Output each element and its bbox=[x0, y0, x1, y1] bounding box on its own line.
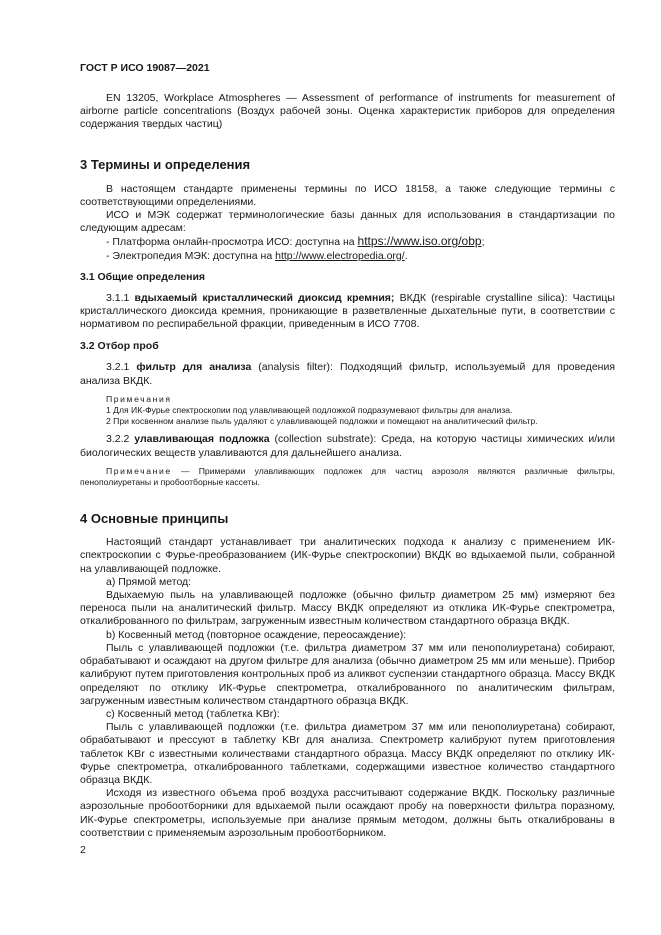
iso-obp-link[interactable]: https://www.iso.org/obp bbox=[357, 234, 482, 249]
section-3-title: 3 Термины и определения bbox=[80, 156, 251, 172]
standard-header: ГОСТ Р ИСО 19087—2021 bbox=[80, 62, 210, 74]
method-c-text: Пыль с улавливающей подложки (т.е. фильтра диаметром 37 мм или пенополиуретана) собирают, обрабатывают и прессуют в таблетку KBr для анализа. Спектрометр калибруют путем приготовления таблеток KBr с известными количествами стандартного образца. Массу ВКДК определяют по отклику ИК-Фурье спектрометра, откалиброванного таблетками, содержащими известное количество стандартного образца ВКДК. bbox=[80, 721, 615, 786]
term-3-2-2-name: улавливающая подложка bbox=[134, 433, 270, 446]
term-3-2-2 bbox=[80, 433, 615, 459]
method-a-title: а) Прямой метод: bbox=[106, 575, 192, 588]
section-4-title: 4 Основные принципы bbox=[80, 511, 229, 527]
term-3-1-1 bbox=[80, 292, 615, 332]
iec-suffix: . bbox=[404, 249, 408, 262]
electropedia-link[interactable]: http://www.electropedia.org/ bbox=[275, 249, 405, 262]
note-2: 2 При косвенном анализе пыль удаляют с улавливающей подложки и помещают на аналитический фильтр. bbox=[106, 416, 538, 427]
term-3-2-2-definition: (collection substrate): Среда, на которую частицы химических и/или биологических веществ улавливаются для дальнейшего анализа. bbox=[80, 433, 616, 459]
term-3-2-1 bbox=[80, 361, 615, 387]
term-3-1-1-number: 3.1.1 bbox=[106, 291, 130, 304]
method-b-title: b) Косвенный метод (повторное осаждение, переосаждение): bbox=[106, 628, 407, 641]
subsection-3-2-title: 3.2 Отбор проб bbox=[80, 340, 159, 353]
term-3-2-2-number: 3.2.2 bbox=[106, 433, 130, 446]
iso-suffix: ; bbox=[481, 236, 485, 249]
term-3-1-1-definition: ВКДК (respirable crystalline silica): Частицы кристаллического диоксида кремния, проникающие в разветвленные дыхательные пути, в соответствии с нормативом по респирабельной фракции, приведенным в ИСО 7708. bbox=[80, 291, 615, 331]
section-4-intro: Настоящий стандарт устанавливает три аналитических подхода к анализу с применением ИК-спектроскопии с Фурье-преобразованием (ИК-Фурье спектроскопии) ВКДК во вдыхаемой пыли, собранной на улавливающей подложке. bbox=[80, 536, 615, 575]
reference-en-13205: EN 13205, Workplace Atmospheres — Assessment of performance of instruments for measurement of airborne particle concentrations (Воздух рабочей зоны. Оценка характеристик приборов для определения содержания твердых частиц) bbox=[80, 92, 615, 131]
page-number: 2 bbox=[80, 844, 86, 856]
note-1: 1 Для ИК-Фурье спектроскопии под улавливающей подложкой подразумевают фильтры для анализа. bbox=[106, 405, 513, 416]
iso-platform-line bbox=[80, 235, 615, 249]
method-b-text: Пыль с улавливающей подложки (т.е. фильтра диаметром 37 мм или пенополиуретана) собирают, обрабатывают и осаждают на другом фильтре для анализа (обычно диаметром 25 мм или меньше). Прибор калибруют путем приготовления контрольных проб из аликвот суспензии стандартного образца. Массу ВКДК определяют по отклику ИК-Фурье спектрометра, откалиброванного по аналитическим фильтрам, загруженным известным количеством стандартного образца ВКДК. bbox=[80, 641, 615, 707]
subsection-3-1-title: 3.1 Общие определения bbox=[80, 270, 206, 283]
iec-electropedia-line bbox=[80, 250, 615, 263]
section-3-databases: ИСО и МЭК содержат терминологические базы данных для использования в стандартизации по следующим адресам: bbox=[80, 209, 615, 235]
method-a-text: Вдыхаемую пыль на улавливающей подложке (обычно фильтр диаметром 25 мм) измеряют без переноса пыли на аналитический фильтр. Массу ВКДК определяют из отклика ИК-Фурье спектрометра, откалиброванного по фильтрам, загруженным известным количеством стандартного образца ВКДК. bbox=[80, 589, 615, 628]
term-3-2-1-definition: (analysis filter): Подходящий фильтр, используемый для проведения анализа ВКДК. bbox=[80, 361, 616, 387]
note-text: — Примерами улавливающих подложек для частиц аэрозоля являются различные фильтры, пенополиуретаны и пробоотборные кассеты. bbox=[80, 465, 615, 488]
notes-label: Примечания bbox=[106, 393, 172, 404]
term-3-2-1-name: фильтр для анализа bbox=[136, 361, 252, 374]
term-3-1-1-name: вдыхаемый кристаллический диоксид кремния; bbox=[134, 291, 395, 304]
iso-platform-label: - Платформа онлайн-просмотра ИСО: доступна на bbox=[106, 236, 355, 249]
term-3-2-1-number: 3.2.1 bbox=[106, 361, 130, 374]
iec-electropedia-label: - Электропедия МЭК: доступна на bbox=[106, 249, 273, 262]
note-collection-substrate bbox=[80, 466, 615, 488]
method-c-title: с) Косвенный метод (таблетка KBr): bbox=[106, 707, 280, 720]
page-content bbox=[80, 92, 615, 840]
note-label: Примечание bbox=[106, 465, 172, 476]
notes-block bbox=[80, 394, 615, 428]
section-3-intro: В настоящем стандарте применены термины по ИСО 18158, а также следующие термины с соответствующими определениями. bbox=[80, 182, 615, 208]
section-4-conclusion: Исходя из известного объема проб воздуха рассчитывают содержание ВКДК. Поскольку различные аэрозольные пробоотборники для вдыхаемой пыли осаждают пробу на поверхности фильтра поразному, ИК-Фурье спектрометры, используемые при анализе прямым методом, должны быть откалиброваны в соответствии с применяемым аэрозольным пробоотборником. bbox=[80, 787, 615, 839]
